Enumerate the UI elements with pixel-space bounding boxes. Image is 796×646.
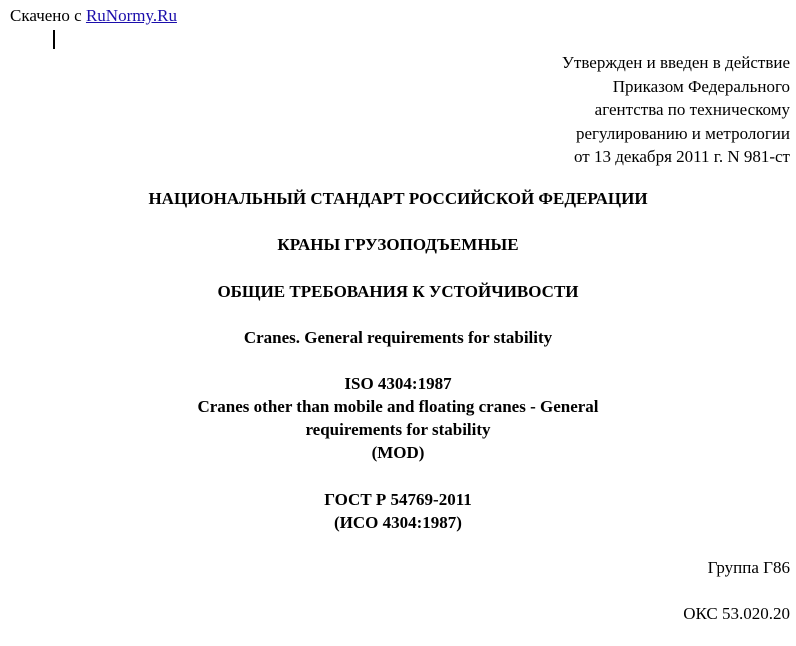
gost-block: [0, 488, 796, 534]
gost-iso-equivalent: (ИСО 4304:1987): [334, 513, 462, 532]
oks-code: ОКС 53.020.20: [683, 604, 790, 623]
iso-block: [0, 372, 796, 464]
approval-line: агентства по техническому: [594, 100, 790, 119]
iso-number: ISO 4304:1987: [344, 374, 452, 393]
approval-line: Утвержден и введен в действие: [561, 53, 790, 72]
approval-line: Приказом Федерального: [612, 76, 790, 96]
iso-title-line: requirements for stability: [305, 420, 491, 439]
approval-line: регулированию и метрологии: [575, 123, 790, 143]
download-prefix: Скачено с: [10, 6, 86, 25]
approval-block: [562, 51, 790, 169]
gost-number: ГОСТ Р 54769-2011: [324, 490, 472, 509]
download-notice: [10, 6, 177, 26]
iso-title-line: Cranes other than mobile and floating cranes - General: [197, 397, 599, 416]
cranes-heading: КРАНЫ ГРУЗОПОДЪЕМНЫЕ: [277, 235, 519, 254]
english-title: Cranes. General requirements for stability: [243, 328, 553, 347]
iso-modification: (MOD): [371, 443, 425, 462]
national-standard-heading: НАЦИОНАЛЬНЫЙ СТАНДАРТ РОССИЙСКОЙ ФЕДЕРАЦИИ: [148, 189, 648, 208]
general-requirements-heading: ОБЩИЕ ТРЕБОВАНИЯ К УСТОЙЧИВОСТИ: [217, 282, 579, 301]
group-code: Группа Г86: [707, 558, 790, 577]
source-link[interactable]: RuNormy.Ru: [85, 6, 177, 25]
text-cursor: [53, 30, 55, 49]
approval-line: от 13 декабря 2011 г. N 981-ст: [573, 147, 790, 166]
